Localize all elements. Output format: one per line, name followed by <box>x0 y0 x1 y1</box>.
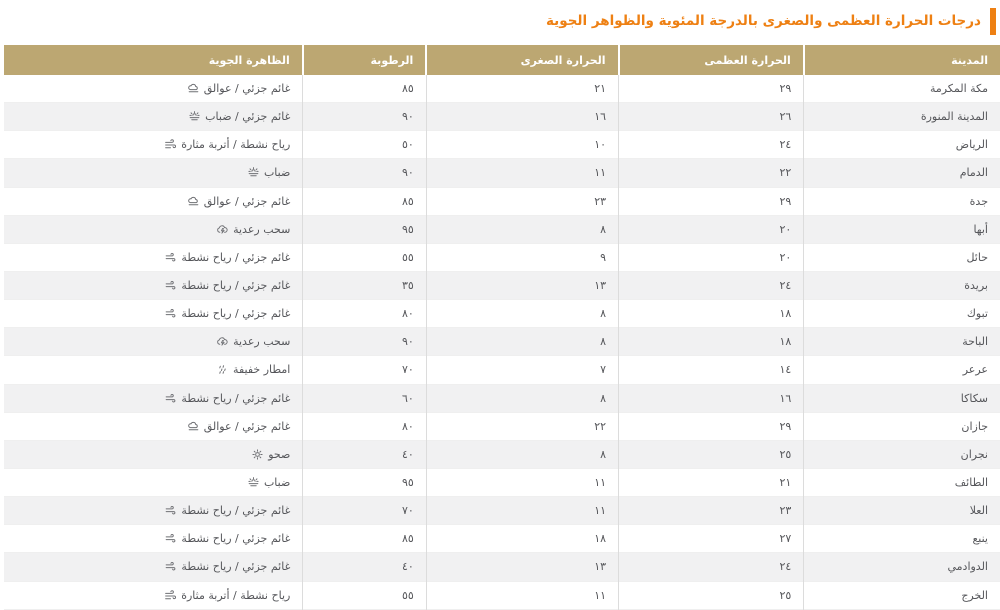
phenomenon-label: ضباب <box>263 166 291 180</box>
phenomenon-cell <box>4 581 303 609</box>
humidity-cell: ٩٥ <box>303 215 427 243</box>
max-temp-cell: ١٨ <box>619 328 804 356</box>
humidity-cell: ٣٥ <box>303 271 427 299</box>
min-temp-cell: ١٦ <box>426 103 618 131</box>
cloud-wind-icon <box>164 532 177 545</box>
humidity-cell: ٩٠ <box>303 159 427 187</box>
humidity-cell: ٧٠ <box>303 497 427 525</box>
humidity-cell: ٩٠ <box>303 103 427 131</box>
table-row <box>4 75 1000 103</box>
max-temp-cell: ٢٩ <box>619 412 804 440</box>
wind-dust-icon <box>164 589 177 602</box>
header-humidity: الرطوبة <box>303 45 427 75</box>
city-cell: الدمام <box>804 159 1000 187</box>
min-temp-cell: ٨ <box>426 300 618 328</box>
phenomenon-label: صحو <box>268 447 291 461</box>
city-cell: عرعر <box>804 356 1000 384</box>
table-row <box>4 497 1000 525</box>
humidity-cell: ٨٥ <box>303 525 427 553</box>
table-row <box>4 525 1000 553</box>
city-cell: الباحة <box>804 328 1000 356</box>
phenomenon-cell <box>4 384 303 412</box>
table-row <box>4 300 1000 328</box>
cloud-wind-icon <box>164 504 177 517</box>
max-temp-cell: ٢٥ <box>619 581 804 609</box>
max-temp-cell: ١٦ <box>619 384 804 412</box>
table-row <box>4 159 1000 187</box>
phenomenon-cell <box>4 103 303 131</box>
table-row <box>4 553 1000 581</box>
phenomenon-cell <box>4 187 303 215</box>
phenomenon-cell <box>4 440 303 468</box>
min-temp-cell: ٨ <box>426 440 618 468</box>
max-temp-cell: ٢٠ <box>619 215 804 243</box>
header-max-temp: الحرارة العظمى <box>619 45 804 75</box>
min-temp-cell: ١١ <box>426 468 618 496</box>
humidity-cell: ٨٠ <box>303 300 427 328</box>
haze-cloud-icon <box>187 82 200 95</box>
min-temp-cell: ٨ <box>426 215 618 243</box>
city-cell: الرياض <box>804 131 1000 159</box>
max-temp-cell: ٢٢ <box>619 159 804 187</box>
humidity-cell: ٦٠ <box>303 384 427 412</box>
table-row <box>4 356 1000 384</box>
thunder-cloud-icon <box>216 335 229 348</box>
city-cell: جدة <box>804 187 1000 215</box>
city-cell: جازان <box>804 412 1000 440</box>
table-row <box>4 243 1000 271</box>
min-temp-cell: ٢١ <box>426 75 618 103</box>
header-min-temp: الحرارة الصغرى <box>426 45 618 75</box>
min-temp-cell: ٢٣ <box>426 187 618 215</box>
fog-icon <box>247 476 260 489</box>
phenomenon-cell <box>4 215 303 243</box>
phenomenon-cell <box>4 159 303 187</box>
city-cell: الطائف <box>804 468 1000 496</box>
humidity-cell: ٥٠ <box>303 131 427 159</box>
phenomenon-cell <box>4 328 303 356</box>
fog-icon <box>188 110 201 123</box>
table-row <box>4 384 1000 412</box>
table-row <box>4 215 1000 243</box>
phenomenon-label: امطار خفيفة <box>233 363 291 377</box>
phenomenon-cell <box>4 412 303 440</box>
table-row <box>4 103 1000 131</box>
title-accent-bar <box>990 8 996 35</box>
max-temp-cell: ٢٩ <box>619 75 804 103</box>
phenomenon-label: سحب رعدية <box>233 335 291 349</box>
page-header <box>0 0 1000 45</box>
city-cell: أبها <box>804 215 1000 243</box>
min-temp-cell: ٧ <box>426 356 618 384</box>
phenomenon-cell <box>4 271 303 299</box>
max-temp-cell: ٢٥ <box>619 440 804 468</box>
humidity-cell: ٤٠ <box>303 553 427 581</box>
min-temp-cell: ٩ <box>426 243 618 271</box>
min-temp-cell: ١٠ <box>426 131 618 159</box>
humidity-cell: ٧٠ <box>303 356 427 384</box>
max-temp-cell: ٢٤ <box>619 553 804 581</box>
thunder-cloud-icon <box>216 223 229 236</box>
humidity-cell: ٥٥ <box>303 243 427 271</box>
city-cell: مكة المكرمة <box>804 75 1000 103</box>
humidity-cell: ٨٥ <box>303 75 427 103</box>
max-temp-cell: ٢٩ <box>619 187 804 215</box>
haze-cloud-icon <box>187 195 200 208</box>
phenomenon-label: رياح نشطة / أتربة مثارة <box>181 138 291 152</box>
phenomenon-label: رياح نشطة / أتربة مثارة <box>181 588 291 602</box>
humidity-cell: ٨٠ <box>303 412 427 440</box>
min-temp-cell: ٢٢ <box>426 412 618 440</box>
table-row <box>4 440 1000 468</box>
phenomenon-cell <box>4 497 303 525</box>
table-row <box>4 271 1000 299</box>
max-temp-cell: ٢٦ <box>619 103 804 131</box>
city-cell: العلا <box>804 497 1000 525</box>
cloud-wind-icon <box>164 392 177 405</box>
phenomenon-cell <box>4 468 303 496</box>
city-cell: تبوك <box>804 300 1000 328</box>
fog-icon <box>247 166 260 179</box>
phenomenon-cell <box>4 356 303 384</box>
humidity-cell: ٨٥ <box>303 187 427 215</box>
header-row <box>4 45 1000 75</box>
phenomenon-cell <box>4 243 303 271</box>
min-temp-cell: ٨ <box>426 328 618 356</box>
humidity-cell: ٤٠ <box>303 440 427 468</box>
table-row <box>4 468 1000 496</box>
min-temp-cell: ١١ <box>426 497 618 525</box>
phenomenon-label: سحب رعدية <box>233 222 291 236</box>
phenomenon-label: ضباب <box>263 476 291 490</box>
city-cell: ينبع <box>804 525 1000 553</box>
phenomenon-label: غائم جزئي / ضباب <box>205 110 291 124</box>
table-header <box>4 45 1000 75</box>
min-temp-cell: ١١ <box>426 159 618 187</box>
humidity-cell: ٩٠ <box>303 328 427 356</box>
phenomenon-cell <box>4 131 303 159</box>
city-cell: حائل <box>804 243 1000 271</box>
phenomenon-label: غائم جزئي / عوالق <box>203 82 291 96</box>
phenomenon-cell <box>4 300 303 328</box>
phenomenon-label: غائم جزئي / رياح نشطة <box>181 560 291 574</box>
city-cell: نجران <box>804 440 1000 468</box>
city-cell: الخرج <box>804 581 1000 609</box>
table-row <box>4 581 1000 609</box>
cloud-wind-icon <box>164 251 177 264</box>
phenomenon-label: غائم جزئي / رياح نشطة <box>181 532 291 546</box>
weather-table <box>4 45 1000 610</box>
phenomenon-label: غائم جزئي / رياح نشطة <box>181 250 291 264</box>
header-phenomenon: الظاهرة الجوية <box>4 45 303 75</box>
phenomenon-label: غائم جزئي / رياح نشطة <box>181 391 291 405</box>
min-temp-cell: ١٨ <box>426 525 618 553</box>
max-temp-cell: ٢٤ <box>619 271 804 299</box>
max-temp-cell: ١٨ <box>619 300 804 328</box>
city-cell: المدينة المنورة <box>804 103 1000 131</box>
min-temp-cell: ١٣ <box>426 271 618 299</box>
header-city: المدينة <box>804 45 1000 75</box>
phenomenon-cell <box>4 553 303 581</box>
phenomenon-cell <box>4 525 303 553</box>
city-cell: الدوادمي <box>804 553 1000 581</box>
table-row <box>4 328 1000 356</box>
table-row <box>4 412 1000 440</box>
phenomenon-cell <box>4 75 303 103</box>
phenomenon-label: غائم جزئي / رياح نشطة <box>181 504 291 518</box>
light-rain-icon <box>216 363 229 376</box>
phenomenon-label: غائم جزئي / عوالق <box>203 194 291 208</box>
max-temp-cell: ١٤ <box>619 356 804 384</box>
max-temp-cell: ٢٣ <box>619 497 804 525</box>
min-temp-cell: ٨ <box>426 384 618 412</box>
max-temp-cell: ٢٠ <box>619 243 804 271</box>
table-row <box>4 131 1000 159</box>
table-row <box>4 187 1000 215</box>
phenomenon-label: غائم جزئي / رياح نشطة <box>181 307 291 321</box>
page-title: درجات الحرارة العظمى والصغرى بالدرجة المئوية والظواهر الجوية <box>545 13 981 30</box>
humidity-cell: ٥٥ <box>303 581 427 609</box>
min-temp-cell: ١١ <box>426 581 618 609</box>
phenomenon-label: غائم جزئي / عوالق <box>203 419 291 433</box>
min-temp-cell: ١٣ <box>426 553 618 581</box>
max-temp-cell: ٢٤ <box>619 131 804 159</box>
haze-cloud-icon <box>187 420 200 433</box>
cloud-wind-icon <box>164 307 177 320</box>
max-temp-cell: ٢١ <box>619 468 804 496</box>
sun-icon <box>251 448 264 461</box>
wind-dust-icon <box>164 138 177 151</box>
city-cell: بريدة <box>804 271 1000 299</box>
city-cell: سكاكا <box>804 384 1000 412</box>
cloud-wind-icon <box>164 560 177 573</box>
table-body <box>4 75 1000 609</box>
cloud-wind-icon <box>164 279 177 292</box>
humidity-cell: ٩٥ <box>303 468 427 496</box>
phenomenon-label: غائم جزئي / رياح نشطة <box>181 279 291 293</box>
max-temp-cell: ٢٧ <box>619 525 804 553</box>
